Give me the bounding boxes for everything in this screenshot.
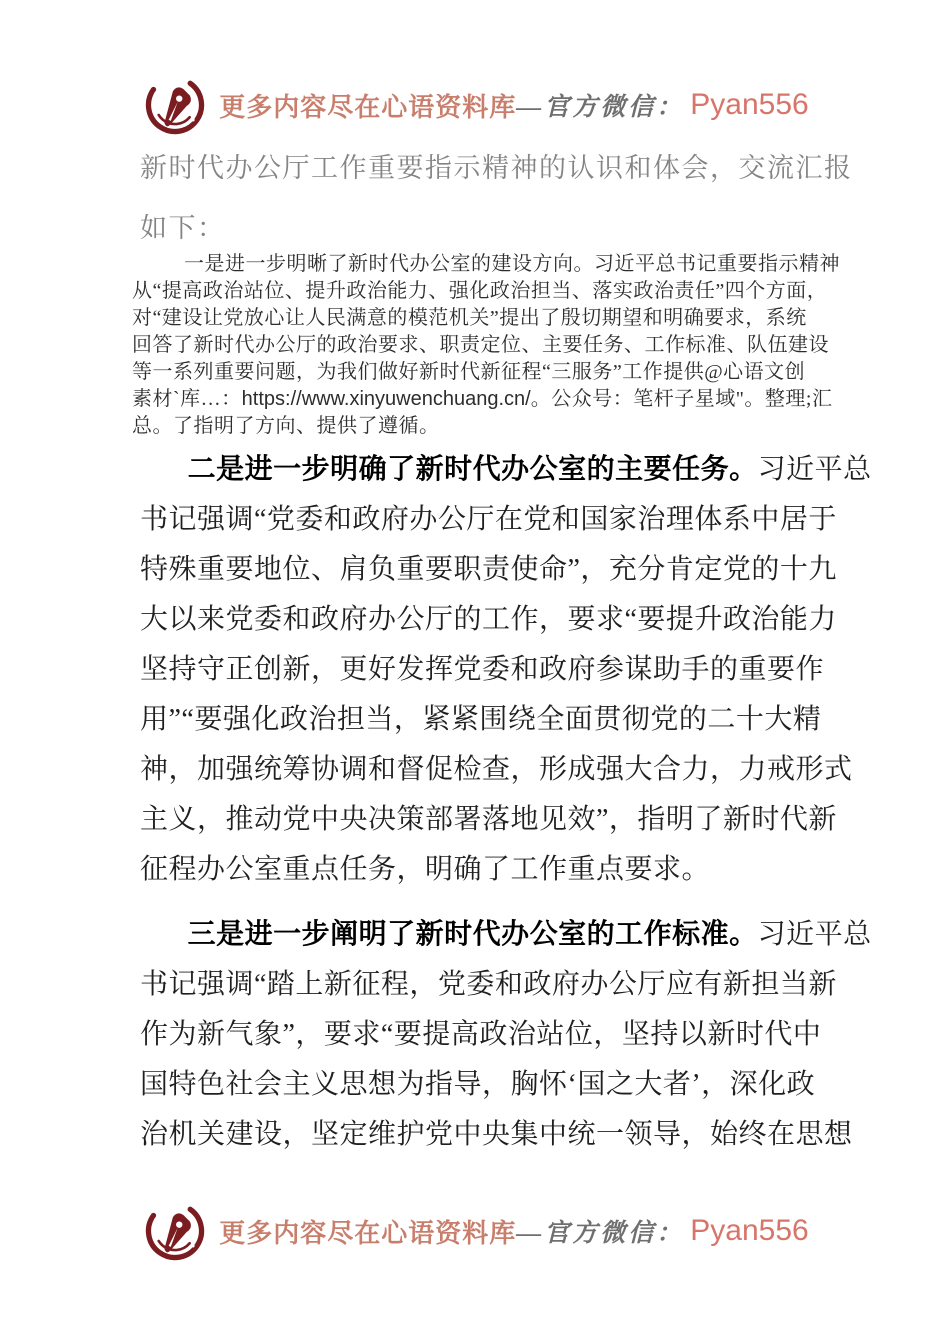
paragraph-intro	[140, 138, 853, 258]
text-line: 国特色社会主义思想为指导，胸怀‘国之大者’，深化政	[140, 1069, 816, 1100]
text-line: 作为新气象”，要求“要提高政治站位，坚持以新时代中	[140, 1019, 822, 1050]
text-line: 回答了新时代办公厅的政治要求、职责定位、主要任务、工作标准、队伍建设	[132, 334, 829, 356]
text-line-with-url	[132, 386, 837, 413]
text-line	[140, 445, 872, 495]
watermark-brand-text: 更多内容尽在心语资料库	[219, 92, 517, 122]
text-line: 征程办公室重点任务，明确了工作重点要求。	[140, 854, 711, 885]
paragraph-two	[140, 445, 872, 895]
text-line: 书记强调“踏上新征程，党委和政府办公厅应有新担当新	[140, 969, 837, 1000]
watermark-wechat-id: Pyan556	[690, 1214, 809, 1247]
text-line	[140, 910, 872, 960]
text-line: 对“建设让党放心让人民满意的模范机关”提出了殷切期望和明确要求，系统	[132, 307, 807, 329]
text-line: 如下：	[140, 213, 226, 243]
paragraph-two-lead: 二是进一步明确了新时代办公室的主要任务。	[187, 454, 758, 485]
paragraph-three-lead-tail: 习近平总	[757, 919, 872, 950]
text-line: 主义，推动党中央决策部署落地见效”，指明了新时代新	[140, 804, 837, 835]
watermark-wechat-label: —官方微信：	[516, 94, 685, 121]
text-line: 从“提高政治站位、提升政治能力、强化政治担当、落实政治责任”四个方面，	[132, 280, 828, 302]
watermark-footer	[0, 1196, 950, 1266]
paragraph-three	[140, 910, 872, 1160]
pen-nib-circle-logo-icon	[141, 1196, 209, 1266]
source-url-text: https://www.xinyuwenchuang.cn/	[241, 388, 531, 410]
watermark-header	[0, 70, 950, 140]
text-line: 坚持守正创新，更好发挥党委和政府参谋助手的重要作	[140, 654, 825, 685]
url-line-pre: 素材`库…：	[132, 388, 242, 410]
text-line: 新时代办公厅工作重要指示精神的认识和体会，交流汇报	[140, 153, 853, 183]
paragraph-three-lead: 三是进一步阐明了新时代办公室的工作标准。	[187, 919, 758, 950]
text-line: 大以来党委和政府办公厅的工作，要求“要提升政治能力	[140, 604, 837, 635]
text-line: 书记强调“党委和政府办公厅在党和国家治理体系中居于	[140, 504, 837, 535]
paragraph-one	[132, 251, 840, 440]
watermark-brand-text: 更多内容尽在心语资料库	[219, 1218, 517, 1248]
url-line-post: 。公众号：笔杆子星域"。整理;汇	[530, 388, 833, 410]
paragraph-two-lead-tail: 习近平总	[757, 454, 872, 485]
text-line: 神，加强统筹协调和督促检查，形成强大合力，力戒形式	[140, 754, 853, 785]
text-line: 特殊重要地位、肩负重要职责使命”，充分肯定党的十九	[140, 554, 837, 585]
pen-nib-circle-logo-icon	[141, 70, 209, 140]
text-line: 等一系列重要问题，为我们做好新时代新征程“三服务”工作提供@心语文创	[132, 361, 806, 383]
text-line: 总。了指明了方向、提供了遵循。	[132, 415, 440, 437]
text-line: 治机关建设，坚定维护党中央集中统一领导，始终在思想	[140, 1119, 853, 1150]
watermark-wechat-label: —官方微信：	[516, 1220, 685, 1247]
text-line: 一是进一步明晰了新时代办公室的建设方向。习近平总书记重要指示精神	[184, 253, 840, 275]
text-line: 用”“要强化政治担当，紧紧围绕全面贯彻党的二十大精	[140, 704, 822, 735]
watermark-wechat-id: Pyan556	[690, 88, 809, 121]
